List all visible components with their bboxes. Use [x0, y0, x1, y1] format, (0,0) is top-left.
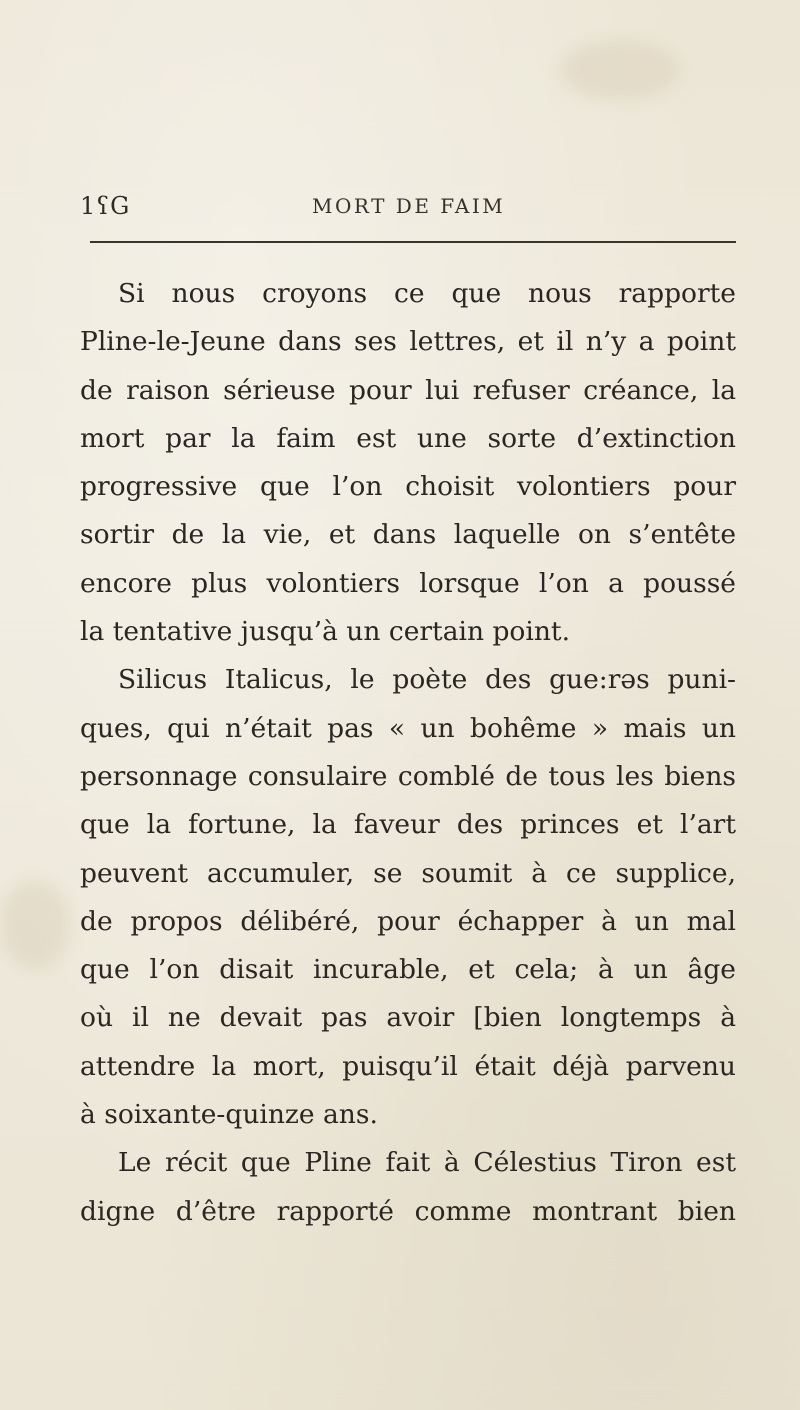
text-line: Si nous croyons ce que nous rapporte	[118, 278, 736, 309]
text-line: de raison sérieuse pour lui refuser créance, la	[80, 374, 736, 406]
text-line: mort par la faim est une sorte d’extinction	[80, 422, 736, 454]
text-line: personnage consulaire comblé de tous les biens	[80, 760, 736, 792]
running-title: MORT DE FAIM	[312, 194, 506, 218]
text-line: à soixante-quinze ans.	[80, 1099, 378, 1131]
paper-stain	[0, 880, 70, 970]
text-line: que l’on disait incurable, et cela; à un âge	[80, 954, 736, 986]
text-line: progressive que l’on choisit volontiers pour	[80, 471, 736, 503]
text-line: Pline-le-Jeune dans ses lettres, et il n’y a point	[80, 326, 736, 358]
text-line: que la fortune, la faveur des princes et l’art	[80, 809, 736, 841]
text-line: de propos délibéré, pour échapper à un mal	[80, 905, 736, 937]
text-line: sortir de la vie, et dans laquelle on s’entête	[80, 519, 736, 551]
paper-stain	[560, 40, 680, 100]
text-line: la tentative jusqu’à un certain point.	[80, 616, 571, 648]
text-line: peuvent accumuler, se soumit à ce supplice,	[80, 857, 736, 889]
header-rule	[90, 241, 736, 243]
text-line: Le récit que Pline fait à Célestius Tiron est	[118, 1147, 736, 1179]
page-header	[80, 192, 736, 224]
text-line: ques, qui n’était pas « un bohême » mais un	[80, 712, 736, 744]
page-number: 1ʕG	[80, 192, 131, 220]
text-line: encore plus volontiers lorsque l’on a poussé	[80, 567, 736, 599]
text-line: digne d’être rapporté comme montrant bien	[80, 1195, 736, 1227]
text-line: où il ne devait pas avoir [bien longtemps à	[80, 1002, 736, 1034]
text-line: attendre la mort, puisqu’il était déjà parvenu	[80, 1050, 736, 1082]
body-text	[80, 270, 736, 1236]
text-line: Silicus Italicus, le poète des gue:rəs puni-	[118, 664, 736, 696]
